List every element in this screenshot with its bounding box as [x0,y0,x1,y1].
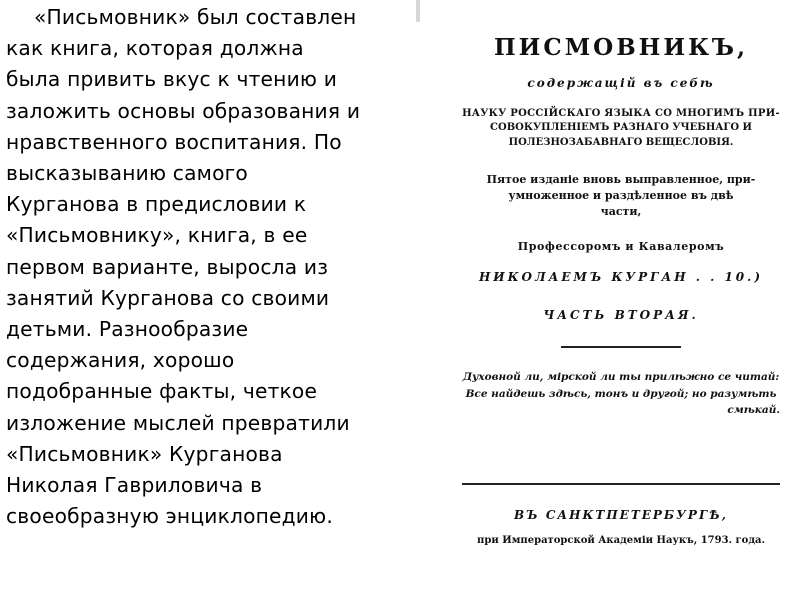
text-line: Николая Гавриловича в [6,473,263,498]
science-line: ПОЛЕЗНОЗАБАВНАГО ВЕЩЕСЛОВІЯ. [508,137,734,148]
edition-line: части, [600,205,642,218]
text-line: изложение мыслей превратили [6,410,350,435]
text-line: «Письмовник» был составлен [34,5,357,29]
text-line: «Письмовник» Курганова [6,441,283,466]
science-line: СОВОКУПЛЕНІЕМЪ РАЗНАГО УЧЕБНАГО И [490,122,752,133]
imprint-city: ВЪ САНКТПЕТЕРБУРГѢ, [514,508,728,522]
text-line: как книга, которая должна [6,36,304,61]
text-line: подобранные факты, четкое [6,379,318,404]
text-line: была привить вкус к чтению и [6,67,338,92]
text-line: нравственного воспитания. По [6,129,342,154]
edition-line: умноженное и раздѣленное въ двѣ [508,189,734,202]
title-page-scan [414,0,800,600]
divider-short [561,346,681,348]
epigraph-line: Духовной ли, мірской ли ты прилѣжно се читай: [462,371,780,383]
epigraph-line: смѣкай. [727,404,780,416]
title-page [462,28,780,580]
epigraph-line: Все найдешь здѣсь, тонъ и другой; но разумѣть [465,388,777,400]
text-line: первом варианте, выросла из [6,254,329,279]
science-line: НАУКУ РОССІЙСКАГО ЯЗЫКА СО МНОГИМЪ ПРИ- [462,108,780,119]
book-title: ПИСМОВНИКЪ, [493,34,749,61]
description-text [6,2,408,532]
text-line: Курганова в предисловии к [6,192,307,217]
text-line: высказыванию самого [6,161,248,186]
scan-edge-mark [416,0,420,22]
text-line: занятий Курганова со своими [6,285,330,310]
part-label: ЧАСТЬ ВТОРАЯ. [543,308,699,322]
divider-long [462,483,780,485]
text-line: содержания, хорошо [6,348,235,373]
imprint-press: при Императорской Академіи Наукъ, 1793. года. [477,535,765,546]
text-line: «Письмовнику», книга, в ее [6,223,308,248]
text-line: детьми. Разнообразие [6,317,249,342]
text-line: заложить основы образования и [6,98,361,123]
author-name: НИКОЛАЕМЪ КУРГАН . . 10.) [478,270,764,284]
professor-line: Профессоромъ и Кавалеромъ [517,240,725,253]
text-line: своеобразную энциклопедию. [6,504,333,529]
edition-line: Пятое изданіе вновь выправленное, при- [486,173,756,186]
book-subtitle: содержащій въ себѣ [527,76,715,90]
